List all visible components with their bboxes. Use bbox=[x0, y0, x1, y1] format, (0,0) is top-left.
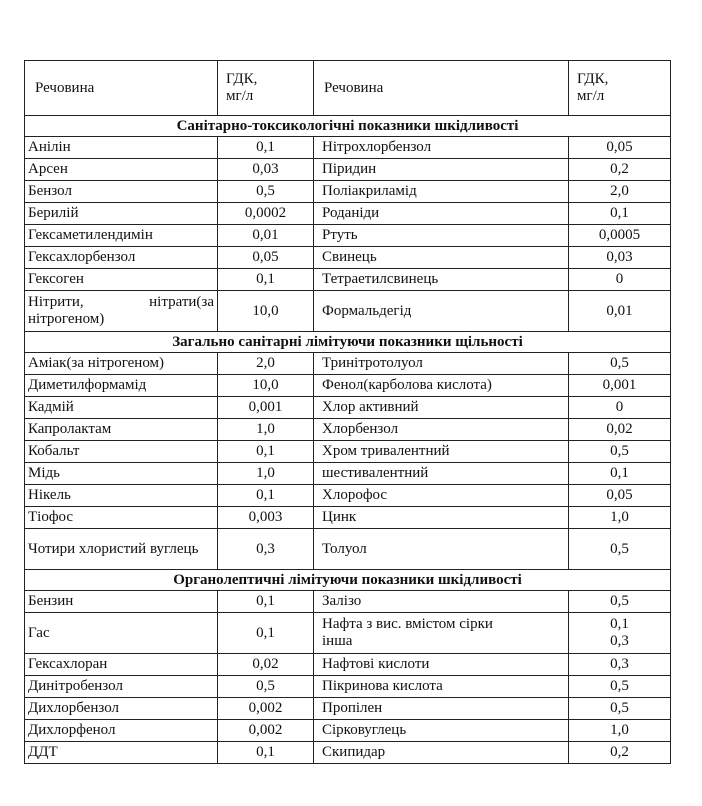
substance-cell: Гас bbox=[25, 613, 218, 654]
substance-cell: Ртуть bbox=[314, 225, 569, 247]
mpc-value-cell: 2,0 bbox=[569, 181, 671, 203]
mpc-value-cell: 0,5 bbox=[569, 529, 671, 570]
mpc-value-cell: 0,1 bbox=[218, 441, 314, 463]
table-row bbox=[25, 203, 671, 225]
mpc-value-cell: 0,05 bbox=[569, 485, 671, 507]
mpc-value-cell: 0,1 bbox=[218, 613, 314, 654]
substance-cell: Нітрити, нітрати(за нітрогеном) bbox=[25, 291, 218, 332]
table-row bbox=[25, 591, 671, 613]
table-body bbox=[25, 116, 671, 764]
substance-cell: Поліакриламід bbox=[314, 181, 569, 203]
substance-cell: Нафта з вис. вмістом сірки інша bbox=[314, 613, 569, 654]
mpc-value-cell: 0,3 bbox=[569, 654, 671, 676]
section-header-row bbox=[25, 570, 671, 591]
mpc-value-cell: 0 bbox=[569, 269, 671, 291]
substance-cell: Анілін bbox=[25, 137, 218, 159]
mpc-value-cell: 0,03 bbox=[569, 247, 671, 269]
mpc-value-cell: 0,1 0,3 bbox=[569, 613, 671, 654]
table-row bbox=[25, 529, 671, 570]
substance-cell: Пропілен bbox=[314, 698, 569, 720]
mpc-value-cell: 0,5 bbox=[569, 441, 671, 463]
mpc-value-cell: 0,5 bbox=[569, 676, 671, 698]
mpc-value-cell: 0,5 bbox=[218, 181, 314, 203]
header-substance-1: Речовина bbox=[25, 61, 218, 116]
header-mpc-1: ГДК, мг/л bbox=[218, 61, 314, 116]
table-row bbox=[25, 181, 671, 203]
substance-cell: Роданіди bbox=[314, 203, 569, 225]
table-row bbox=[25, 441, 671, 463]
substance-cell: шестивалентний bbox=[314, 463, 569, 485]
substance-cell: Чотири хлористий вуглець bbox=[25, 529, 218, 570]
mpc-value-cell: 0,01 bbox=[569, 291, 671, 332]
mpc-value-cell: 0,002 bbox=[218, 698, 314, 720]
substance-cell: Тетраетилсвинець bbox=[314, 269, 569, 291]
section-header-row bbox=[25, 116, 671, 137]
substance-cell: Дихлорбензол bbox=[25, 698, 218, 720]
table-row bbox=[25, 159, 671, 181]
table-row bbox=[25, 419, 671, 441]
substance-cell: Залізо bbox=[314, 591, 569, 613]
mpc-value-cell: 0,0005 bbox=[569, 225, 671, 247]
substance-cell: Сірковуглець bbox=[314, 720, 569, 742]
substance-cell: Кобальт bbox=[25, 441, 218, 463]
mpc-value-cell: 1,0 bbox=[569, 507, 671, 529]
section-title: Органолептичні лімітуючи показники шкідливості bbox=[25, 570, 671, 591]
substance-cell: Бензол bbox=[25, 181, 218, 203]
substance-cell: Берилій bbox=[25, 203, 218, 225]
substance-cell: Кадмій bbox=[25, 397, 218, 419]
table-row bbox=[25, 353, 671, 375]
substance-cell: Капролактам bbox=[25, 419, 218, 441]
mpc-value-cell: 0,001 bbox=[569, 375, 671, 397]
table-row bbox=[25, 225, 671, 247]
table-row bbox=[25, 291, 671, 332]
section-title: Санітарно-токсикологічні показники шкідливості bbox=[25, 116, 671, 137]
table-row bbox=[25, 269, 671, 291]
table-row bbox=[25, 742, 671, 764]
mpc-value-cell: 0,001 bbox=[218, 397, 314, 419]
mpc-value-cell: 0,01 bbox=[218, 225, 314, 247]
substance-cell: Нафтові кислоти bbox=[314, 654, 569, 676]
substance-cell: Пікринова кислота bbox=[314, 676, 569, 698]
substance-cell: Тринітротолуол bbox=[314, 353, 569, 375]
substance-cell: ДДТ bbox=[25, 742, 218, 764]
mpc-value-cell: 0,2 bbox=[569, 742, 671, 764]
substance-cell: Бензин bbox=[25, 591, 218, 613]
substance-cell: Хлорбензол bbox=[314, 419, 569, 441]
header-row bbox=[25, 61, 671, 116]
mpc-value-cell: 0 bbox=[569, 397, 671, 419]
mpc-value-cell: 0,02 bbox=[569, 419, 671, 441]
substance-cell: Формальдегід bbox=[314, 291, 569, 332]
table-row bbox=[25, 463, 671, 485]
table-row bbox=[25, 654, 671, 676]
mpc-value-cell: 0,1 bbox=[218, 591, 314, 613]
mpc-value-cell: 0,5 bbox=[569, 591, 671, 613]
mpc-value-cell: 0,5 bbox=[218, 676, 314, 698]
mpc-value-cell: 0,02 bbox=[218, 654, 314, 676]
table-row bbox=[25, 720, 671, 742]
section-header-row bbox=[25, 332, 671, 353]
mpc-table bbox=[24, 60, 671, 764]
substance-cell: Цинк bbox=[314, 507, 569, 529]
table-row bbox=[25, 375, 671, 397]
substance-cell: Арсен bbox=[25, 159, 218, 181]
mpc-value-cell: 1,0 bbox=[218, 419, 314, 441]
mpc-value-cell: 0,003 bbox=[218, 507, 314, 529]
substance-cell: Хлор активний bbox=[314, 397, 569, 419]
substance-cell: Гексахлорбензол bbox=[25, 247, 218, 269]
table-row bbox=[25, 613, 671, 654]
table-row bbox=[25, 397, 671, 419]
substance-cell: Піридин bbox=[314, 159, 569, 181]
table-row bbox=[25, 485, 671, 507]
mpc-value-cell: 0,1 bbox=[218, 742, 314, 764]
substance-cell: Хлорофос bbox=[314, 485, 569, 507]
substance-cell: Скипидар bbox=[314, 742, 569, 764]
substance-cell: Фенол(карболова кислота) bbox=[314, 375, 569, 397]
mpc-value-cell: 10,0 bbox=[218, 291, 314, 332]
substance-cell: Мідь bbox=[25, 463, 218, 485]
mpc-value-cell: 0,5 bbox=[569, 698, 671, 720]
table-row bbox=[25, 507, 671, 529]
substance-cell: Гексахлоран bbox=[25, 654, 218, 676]
substance-cell: Толуол bbox=[314, 529, 569, 570]
mpc-value-cell: 1,0 bbox=[218, 463, 314, 485]
mpc-value-cell: 0,002 bbox=[218, 720, 314, 742]
substance-cell: Гексаметилендимін bbox=[25, 225, 218, 247]
mpc-value-cell: 0,1 bbox=[569, 463, 671, 485]
table-row bbox=[25, 247, 671, 269]
mpc-value-cell: 10,0 bbox=[218, 375, 314, 397]
mpc-value-cell: 0,1 bbox=[569, 203, 671, 225]
mpc-value-cell: 1,0 bbox=[569, 720, 671, 742]
section-title: Загально санітарні лімітуючи показники щільності bbox=[25, 332, 671, 353]
mpc-value-cell: 0,3 bbox=[218, 529, 314, 570]
substance-cell: Динітробензол bbox=[25, 676, 218, 698]
header-mpc-2: ГДК, мг/л bbox=[569, 61, 671, 116]
mpc-value-cell: 0,1 bbox=[218, 485, 314, 507]
header-substance-2: Речовина bbox=[314, 61, 569, 116]
substance-cell: Нікель bbox=[25, 485, 218, 507]
mpc-value-cell: 0,05 bbox=[218, 247, 314, 269]
substance-cell: Тіофос bbox=[25, 507, 218, 529]
mpc-value-cell: 0,2 bbox=[569, 159, 671, 181]
substance-cell: Нітрохлорбензол bbox=[314, 137, 569, 159]
substance-cell: Аміак(за нітрогеном) bbox=[25, 353, 218, 375]
substance-cell: Хром тривалентний bbox=[314, 441, 569, 463]
substance-cell: Диметилформамід bbox=[25, 375, 218, 397]
table-row bbox=[25, 676, 671, 698]
mpc-value-cell: 0,1 bbox=[218, 137, 314, 159]
mpc-value-cell: 0,0002 bbox=[218, 203, 314, 225]
mpc-value-cell: 0,05 bbox=[569, 137, 671, 159]
table-row bbox=[25, 137, 671, 159]
mpc-value-cell: 0,5 bbox=[569, 353, 671, 375]
table-row bbox=[25, 698, 671, 720]
mpc-value-cell: 0,03 bbox=[218, 159, 314, 181]
substance-cell: Гексоген bbox=[25, 269, 218, 291]
mpc-value-cell: 0,1 bbox=[218, 269, 314, 291]
substance-cell: Дихлорфенол bbox=[25, 720, 218, 742]
mpc-value-cell: 2,0 bbox=[218, 353, 314, 375]
substance-cell: Свинець bbox=[314, 247, 569, 269]
